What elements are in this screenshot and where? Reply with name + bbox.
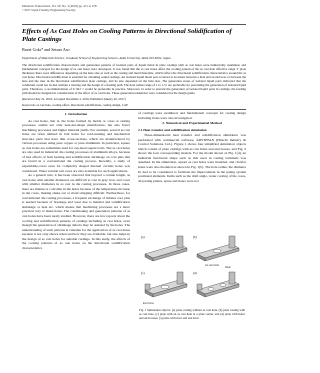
- riser-label: Riser: [225, 266, 232, 269]
- intro-paragraph-1: As cast holes, that is, the holes formed by molds or cores at casting processes, enable not only near-net-shape manufacture, but also fewer machining processes and higher material yields. For example, several as cast holes are often utilized in bolt holes for cold-running and mechanical structure parts that have thin cross-sections, which are manufactured by various processes using pure copper or pure aluminum. In particular, square as cast holes are sometimes used for cap-head square bolts. The as cast holes are also used in industrial die casting processes of aluminum alloys, because of less effects of both heating and solidification shrinkage on core pins that are found in a conventional die casting process. Recently, a study of expendable-cores even for complexly shaped internal cavities holes was considered. Water soluble salt cores are also available for such applications.: [22, 118, 130, 173]
- right-top-paragraph: of castings were examined, and fundamental concepts for casting design including holes were also investigated.: [138, 111, 246, 120]
- figure-1b: [193, 235, 239, 261]
- label-a: (a): [141, 235, 145, 239]
- boss-label: End boss: [143, 302, 154, 305]
- end-boss-shape: [145, 284, 150, 290]
- dates: (Received July 22, 2016; Accepted December 2, 2016; Published January 20, 2017): [22, 97, 126, 101]
- journal-citation: Materials Transactions, Vol. 59, No. 3 (2018) pp. 471 to 478: [22, 4, 97, 8]
- label-c: (c): [141, 271, 145, 275]
- paper-title: Effects of As Cast Holes on Cooling Patterns in Directional Solidification of Plate Castings: [22, 28, 232, 44]
- authors: Bozet Goks* and Setsuo Aso: [22, 47, 70, 52]
- hole-label: As cast hole: [205, 264, 220, 267]
- method-paragraph-1: Three-dimensional heat transfer and solidification simulation was performed with commercial software, ADSTEFAN (Hitachi Industry & Control Solutions, Ltd.). Figure 1 shows four simplified simulation objects which consist of plate castings with as cast holes and end bosses, and Fig. 2 shows the four corresponding models. For the model shown as Fig. 1(d), an industrial functional shape such as that used in casting terminals was assumed. In the simulation, square as cast holes were modeled, and circular holes were also modeled as shown in Fig. 1(b). The hole radius, the diameter D, had to be considered to facilitate the improvement in the gating system positional elements. Items such as the draft angle, water cooling of the cores, all parting planes, sprue and risers were not: [138, 133, 246, 183]
- journal-header: [22, 5, 246, 13]
- figure-1: [139, 232, 245, 306]
- left-column: [22, 111, 130, 250]
- section-heading-method: 2. Numerical and Experimental Method: [162, 121, 222, 126]
- right-column: [138, 111, 246, 183]
- hole-shape: [213, 249, 221, 253]
- figure-1d: [193, 271, 239, 297]
- label-b: (b): [193, 235, 197, 239]
- affiliation: Department of Materials Science, Graduate School of Engineering Science, Akita University, Akita 010-8502, Japan: [22, 56, 171, 60]
- copyright-line: ©2017 Japan Foundry Engineering Society: [22, 7, 76, 12]
- figure-1c: [141, 271, 187, 297]
- label-d: (d): [193, 271, 197, 275]
- figure-1-caption: Fig. 1 Simulation objects: (a) plate casting without as cast hole, (b) plate casting with as cast hole, (c) plate with an as cast hole at a plate center, and (d) plate with holes and end bosses. (a) plate with riser and end boss.: [139, 308, 245, 320]
- intro-paragraph-2: As a general rule, it has been observed that beyond a certain length, as cast holes with smaller diameters are difficult to cast in gray iron, and cores with smaller diameters in as cast in die casting processes. In those cases, there are misrun or cold shut in the holes because of the temperature increase in the cores, making shake out or mold stripping difficult. Furthermore, for conventional die casting processes, a frequent exchange of thinner core pins is needed because of breakage and wear due to thermal and solidification shrinkage or heat etc. which means that machining processes are a more practical way to make holes. The conditioning and generation patterns of as cast holes have been rarely studied. However, there are few reports about the cooling and solidification patterns of castings including as cast holes, even though the generation of shrinkage defects may be assisted by the holes. The understanding of such patterns is valuable for the application of as cast holes because it not only shows when and how they are available, but also helps in the design of as cast holes for suitable castings. In this study, the effects of the cooling patterns of as cast holes on the directional solidification characteristics: [22, 173, 130, 250]
- keywords: Keywords: as cast hole, cooling effect, directional solidification, casting design, CAE: [22, 103, 128, 107]
- abstract: The directional solidification characteristics and generation patterns of isolated parts of liquid metal in plate castings with as cast holes were numerically examined, and fundamental concepts for the design of as cast holes were developed. It was found that the as cast holes affect the cooling pattern of the as cast hole effective range. T plate thickness; there were differences depending on the hole size as well as the casting and mold materials, which reflect the directional solidification characteristics around the as cast holes. Directional solidification is essential for obtaining sound castings. An isolated liquid metal part occurred at locations between a hole and an end boss or between the hole and the riser in the directional solidification plate castings, and its size depended on the hole size. The generation zones of isolated liquid parts indicated that the conditions could not be met without a risering and the design of a feeding path. The hole radius range of 1 to 1.5 t are preferable for preventing the generation of isolated liquid parts. Therefore, a recommendation of 0-<R/t < would be preferable in practice. Moreover, in order to prevent the generation of isolated liquid parts in castings, the feeding path should be designed in consideration of the effect of as cast holes. These generation tendencies were considered in the design guide.: [22, 63, 246, 96]
- riser-shape: [177, 236, 183, 248]
- figure-1a: [141, 235, 187, 261]
- header-rule: [22, 24, 246, 25]
- abstract-rule: [22, 109, 246, 110]
- section-heading-introduction: 1. Introduction: [64, 112, 88, 116]
- subsection-heading-simulation: 2.1 Heat transfer and solidification simulation: [138, 127, 207, 132]
